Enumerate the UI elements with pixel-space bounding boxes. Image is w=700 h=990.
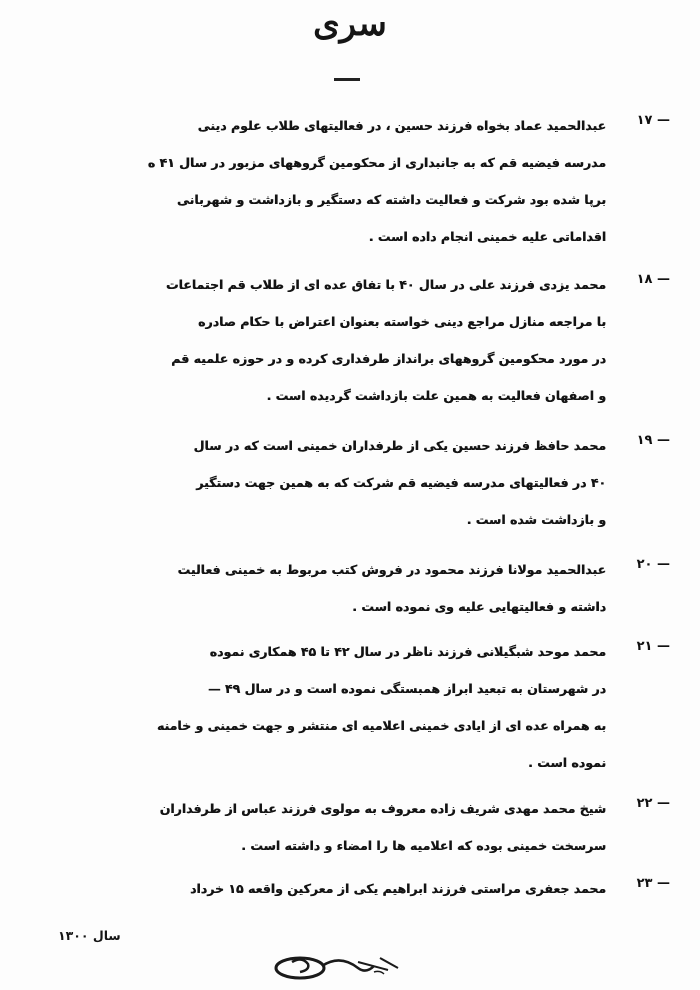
item-number: ۲۰ — [636,557,670,572]
text-line: شیخ محمد مهدی شریف زاده معروف به مولوی فرزند عباس از طرفداران [159,801,606,816]
text-line: برپا شده بود شرکت و فعالیت داشته که دستگیر و بازداشت و شهربانی [176,192,606,207]
list-item [30,433,670,544]
list-item [30,639,670,787]
signature-mark [262,948,422,988]
text-line: سرسخت خمینی بوده که اعلامیه ها را امضاء و داشته است . [241,838,606,853]
text-line: محمد جعفری مراستی فرزند ابراهیم یکی از معرکین واقعه ۱۵ خرداد [189,881,606,896]
item-number: ۲۳ — [636,876,670,891]
text-line: در مورد محکومین گروههای برانداز طرفداری کرده و در حوزه علمیه قم [171,351,606,366]
heading-dash [334,78,360,81]
classification-heading: سری [313,4,387,44]
item-number: ۲۱ — [636,639,670,654]
text-line: به همراه عده ای از ایادی خمینی اعلامیه ای منتشر و جهت خمینی و خامنه [156,718,606,733]
text-line: داشته و فعالیتهایی علیه وی نموده است . [352,599,606,614]
text-line: عبدالحمید مولانا فرزند محمود در فروش کتب مربوط به خمینی فعالیت [177,562,606,577]
list-item [30,876,670,913]
item-number: ۲۲ — [636,796,670,811]
text-line: و بازداشت شده است . [466,512,606,527]
text-line: ۴۰ در فعالیتهای مدرسه فیضیه قم شرکت که به همین جهت دستگیر [196,475,606,490]
text-line: مدرسه فیضیه قم که به جانبداری از محکومین گروههای مزبور در سال ۴۱ ه [147,155,606,170]
text-line: عبدالحمید عماد بخواه فرزند حسین ، در فعالیتهای طلاب علوم دینی [197,118,606,133]
list-item [30,796,670,870]
list-item [30,113,670,261]
list-item [30,557,670,631]
item-number: ۱۷ — [636,113,670,128]
text-line: نموده است . [528,755,606,770]
item-number: ۱۸ — [636,272,670,287]
text-line: اقداماتی علیه خمینی انجام داده است . [368,229,606,244]
text-line: محمد موحد شبگیلانی فرزند ناظر در سال ۴۲ تا ۴۵ همکاری نموده [209,644,606,659]
text-line: محمد یزدی فرزند علی در سال ۴۰ با تفاق عده ای از طلاب قم اجتماعات [165,277,606,292]
item-number: ۱۹ — [636,433,670,448]
text-line: با مراجعه منازل مراجع دینی خواسته بعنوان اعتراض با حکام صادره [198,314,606,329]
text-line: و اصفهان فعالیت به همین علت بازداشت گردیده است . [266,388,606,403]
list-item [30,272,670,420]
text-line: محمد حافظ فرزند حسین یکی از طرفداران خمینی است که در سال [193,438,606,453]
text-line: در شهرستان به تبعید ابراز همبستگی نموده است و در سال ۴۹ — [208,681,606,696]
continuation-text: سال ۱۳۰۰ [58,928,121,943]
